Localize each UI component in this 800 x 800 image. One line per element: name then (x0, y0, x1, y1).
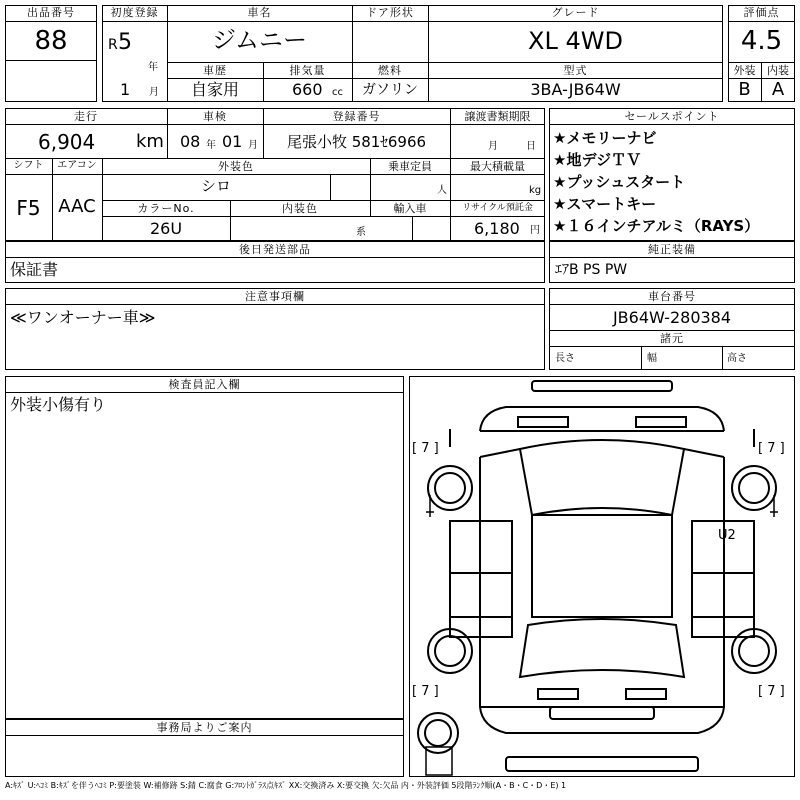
first-reg-year-unit: 年 (148, 62, 158, 73)
inspection-year: 08 (180, 132, 201, 151)
max-load-unit: kg (529, 185, 542, 196)
model-value: 3BA-JB64W (530, 80, 621, 99)
score-label: 評価点 (743, 6, 780, 19)
fuel-value: ガソリン (362, 82, 418, 98)
recycle-value: 6,180 (474, 219, 520, 238)
inspection-label: 車検 (203, 110, 227, 123)
color-no-label: カラーNo. (137, 202, 195, 215)
notes-value: ≪ワンオーナー車≫ (10, 308, 156, 327)
first-reg-month: 1 (120, 80, 131, 99)
inspector-value: 外装小傷有り (10, 395, 107, 414)
grade-value: XL 4WD (528, 27, 623, 55)
mileage-value: 6,904 (38, 130, 96, 154)
damage-mark: U2 (718, 528, 736, 543)
max-load-label: 最大積載量 (470, 160, 525, 173)
interior-label: 内装 (767, 64, 789, 77)
displacement-value: 660 (292, 80, 323, 99)
shift-label: シフト (13, 160, 44, 171)
first-reg-year: 5 (118, 30, 132, 55)
capacity-unit: 人 (437, 185, 447, 196)
sales-point-3: ★プッシュスタート (553, 173, 686, 191)
notes-label: 注意事項欄 (245, 290, 305, 303)
transfer-day-unit: 日 (526, 141, 536, 152)
inspector-label: 検査員記入欄 (168, 378, 241, 391)
history-label: 車歴 (203, 64, 227, 77)
equipment-label: 純正装備 (648, 243, 696, 256)
aircon-label: エアコン (57, 160, 97, 171)
inspection-year-unit: 年 (206, 140, 216, 151)
mark-bottom-left: [ 7 ] (412, 684, 439, 699)
exterior-label: 外装 (733, 64, 756, 77)
mark-top-right: [ 7 ] (758, 441, 785, 456)
lot-label: 出品番号 (27, 6, 75, 19)
fuel-label: 燃料 (378, 64, 402, 77)
car-outline (410, 377, 794, 776)
mileage-label: 走行 (74, 110, 98, 123)
ext-color-label: 外装色 (218, 160, 254, 173)
transfer-label: 譲渡書類期限 (464, 110, 531, 123)
dims-width: 幅 (647, 353, 657, 364)
plate-label: 登録番号 (332, 110, 381, 123)
inspection-month-unit: 月 (248, 140, 258, 151)
capacity-label: 乗車定員 (388, 160, 432, 173)
car-name: ジムニー (211, 26, 308, 54)
later-parts-value: 保証書 (10, 260, 59, 279)
first-reg-month-unit: 月 (149, 87, 159, 98)
recycle-unit: 円 (530, 225, 540, 236)
sales-point-4: ★スマートキー (553, 195, 657, 213)
lot-number: 88 (34, 26, 68, 56)
car-diagram (409, 376, 795, 777)
equipment-value: ｴｱB PS PW (555, 262, 628, 278)
exterior-value: B (738, 79, 751, 100)
mark-top-left: [ 7 ] (412, 441, 439, 456)
recycle-label: リサイクル預託金 (462, 203, 533, 213)
mark-bottom-right: [ 7 ] (758, 684, 785, 699)
displacement-label: 排気量 (289, 64, 326, 77)
history-value: 自家用 (190, 80, 239, 99)
transfer-month-unit: 月 (488, 141, 498, 152)
ext-color-value: シロ (200, 177, 231, 195)
car-name-label: 車名 (247, 6, 272, 19)
chassis-value: JB64W-280384 (612, 308, 732, 327)
later-parts-label: 後日発送部品 (239, 243, 311, 256)
mileage-unit: km (136, 131, 164, 152)
int-color-unit: 系 (356, 227, 366, 238)
inspector-box (5, 376, 404, 719)
color-no-value: 26U (149, 219, 183, 238)
plate-value: 尾張小牧 581ｾ6966 (286, 133, 427, 151)
displacement-unit: cc (332, 87, 343, 98)
sales-point-5: ★１６インチアルミ（RAYS） (553, 217, 760, 235)
legend: A:ｷｽﾞ U:ﾍｺﾐ B:ｷｽﾞを伴うﾍｺﾐ P:要塗装 W:補修跡 S:錆 C:腐食 G:ﾌﾛﾝﾄｶﾞﾗｽ点ｷｽﾞ XX:交換済み X:要交換 欠:欠品 内・外装評価 5段階ﾗﾝｸ順(A・B・C・D・E) 1 (5, 781, 567, 790)
inspection-month: 01 (222, 132, 243, 151)
dims-height: 高さ (727, 353, 747, 364)
office-label: 事務局よりご案内 (156, 721, 253, 734)
sales-point-2: ★地デジＴＶ (553, 151, 642, 169)
interior-value: A (771, 79, 785, 100)
dims-length: 長さ (555, 353, 575, 364)
import-label: 輸入車 (393, 202, 427, 215)
first-reg-label: 初度登録 (110, 6, 159, 19)
first-reg-era: R (108, 37, 118, 53)
sales-points-label: セールスポイント (624, 110, 720, 123)
grade-label: グレード (551, 6, 600, 19)
int-color-label: 内装色 (282, 202, 318, 215)
dims-label: 諸元 (660, 332, 684, 345)
model-label: 型式 (563, 64, 588, 77)
chassis-label: 車台番号 (648, 290, 696, 303)
door-label: ドア形状 (366, 6, 414, 19)
score-value: 4.5 (740, 26, 783, 56)
sales-point-1: ★メモリーナビ (553, 129, 657, 147)
aircon-value: AAC (58, 196, 96, 217)
shift-value: F5 (16, 196, 41, 220)
